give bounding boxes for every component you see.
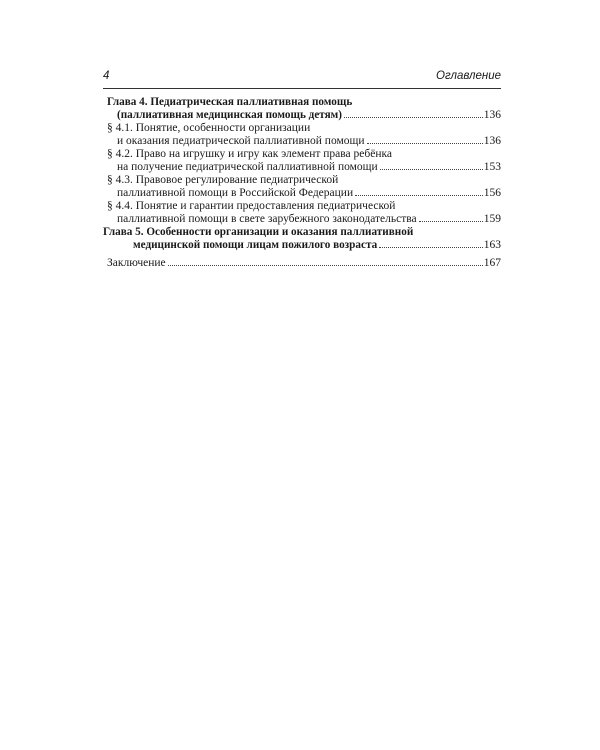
section-title: Оглавление xyxy=(436,70,501,82)
toc-entry-title-line: и оказания педиатрической паллиативной помощи xyxy=(117,135,365,147)
toc-entry-title-line: паллиативной помощи в Российской Федерации xyxy=(117,187,354,199)
toc-entry-conclusion[interactable] xyxy=(103,257,501,270)
toc-entry-title-line: § 4.4. Понятие и гарантии предоставления педиатрической xyxy=(107,200,396,212)
toc-entry-title-line: паллиативной помощи в свете зарубежного законодательства xyxy=(117,213,417,225)
toc-entry-section-4-2[interactable] xyxy=(103,148,501,174)
toc-page-number: 153 xyxy=(483,161,501,173)
running-header xyxy=(103,70,501,86)
toc-entry-leader-line xyxy=(103,187,501,200)
dot-leader xyxy=(344,117,483,118)
dot-leader xyxy=(379,247,483,248)
toc-entry-title-line: § 4.1. Понятие, особенности организации xyxy=(107,122,311,134)
toc-entry-leader-line xyxy=(103,109,501,122)
dot-leader xyxy=(419,221,483,222)
toc-page-number: 136 xyxy=(483,135,501,147)
toc-entry-title-line: (паллиативная медицинская помощь детям) xyxy=(117,109,343,121)
toc-page-number: 159 xyxy=(483,213,501,225)
table-of-contents xyxy=(103,96,501,270)
toc-entry-chapter-4[interactable] xyxy=(103,96,501,122)
page-number: 4 xyxy=(103,70,110,82)
toc-page-number: 136 xyxy=(483,109,501,121)
toc-entry-title-line: медицинской помощи лицам пожилого возраста xyxy=(133,239,378,251)
dot-leader xyxy=(355,195,483,196)
header-rule xyxy=(103,88,501,89)
toc-entry-section-4-1[interactable] xyxy=(103,122,501,148)
toc-entry-leader-line xyxy=(103,257,501,270)
toc-page-number: 167 xyxy=(483,257,501,269)
toc-entry-title-line: Глава 4. Педиатрическая паллиативная помощь xyxy=(107,96,353,108)
toc-page-number: 156 xyxy=(483,187,501,199)
dot-leader xyxy=(168,265,483,266)
toc-entry-leader-line xyxy=(103,135,501,148)
toc-entry-title-line: § 4.2. Право на игрушку и игру как элемент права ребёнка xyxy=(107,148,393,160)
toc-entry-leader-line xyxy=(103,213,501,226)
dot-leader xyxy=(367,143,483,144)
toc-entry-chapter-5[interactable] xyxy=(103,226,501,252)
dot-leader xyxy=(380,169,483,170)
toc-page-number: 163 xyxy=(483,239,501,251)
toc-entry-title-line: § 4.3. Правовое регулирование педиатрической xyxy=(107,174,339,186)
toc-entry-title-line: Заключение xyxy=(107,257,166,269)
toc-entry-title-line: Глава 5. Особенности организации и оказания паллиативной xyxy=(103,226,414,238)
toc-entry-section-4-4[interactable] xyxy=(103,200,501,226)
toc-entry-section-4-3[interactable] xyxy=(103,174,501,200)
toc-entry-title-line: на получение педиатрической паллиативной помощи xyxy=(117,161,378,173)
toc-entry-leader-line xyxy=(103,161,501,174)
toc-entry-leader-line xyxy=(103,239,501,252)
